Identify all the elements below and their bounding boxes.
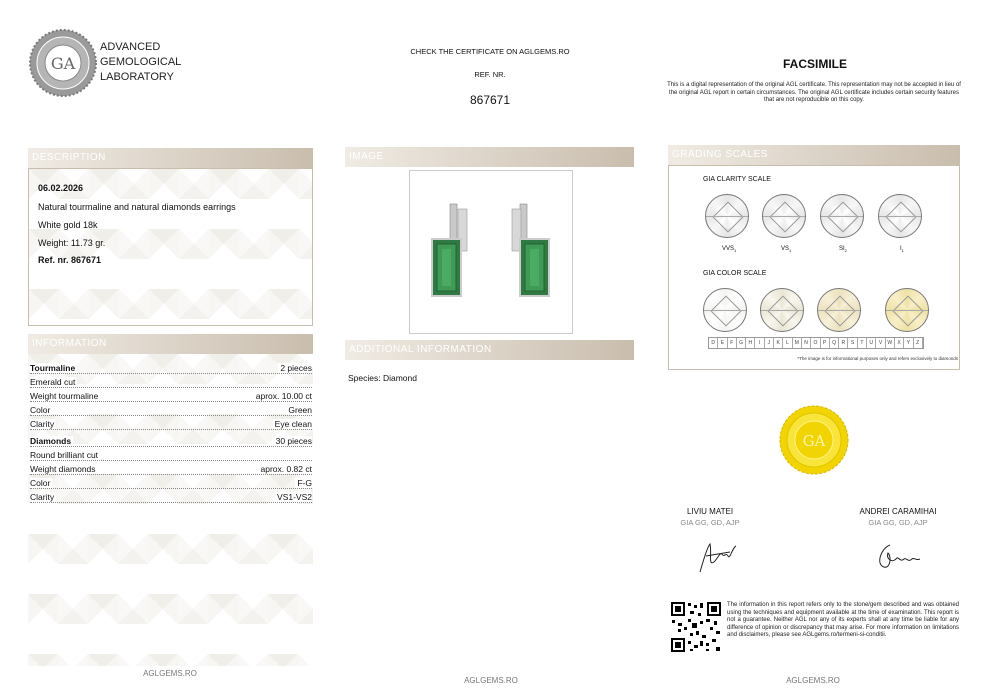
qr-code[interactable] (670, 601, 722, 653)
information-row-value: 30 pieces (275, 436, 312, 446)
information-row (30, 447, 312, 461)
additional-info-header: ADDITIONAL INFORMATION (345, 340, 634, 360)
information-row-label: Emerald cut (30, 377, 76, 387)
information-row (30, 374, 312, 388)
information-row-value: 2 pieces (280, 363, 312, 373)
signer-2-name: ANDREI CARAMIHAI (859, 507, 937, 516)
information-row-label: Tourmaline (30, 363, 76, 373)
check-certificate-text: CHECK THE CERTIFICATE ON AGLGEMS.RO (410, 47, 570, 56)
clarity-label-vs: $VS_1$ (781, 246, 792, 254)
color-letter: W (886, 338, 895, 348)
color-letter: P (821, 338, 830, 348)
description-ref: Ref. nr. 867671 (38, 255, 102, 265)
clarity-label-vvs: $VVS_1$ (722, 246, 737, 254)
clarity-diamond-vs (762, 194, 806, 238)
information-row-label: Diamonds (30, 436, 72, 446)
footer-left-url[interactable]: AGLGEMS.RO (143, 669, 197, 678)
color-letter: H (746, 338, 755, 348)
information-row (30, 360, 312, 374)
color-letter-scale (708, 337, 924, 349)
clarity-scale-title: GIA CLARITY SCALE (703, 176, 771, 183)
gold-seal-icon (779, 405, 849, 475)
product-image (409, 170, 573, 334)
information-row-value: aprox. 10.00 ct (255, 391, 312, 401)
color-diamond-3 (817, 288, 861, 332)
information-header: INFORMATION (28, 334, 313, 354)
grading-scales-header: GRADING SCALES (668, 145, 960, 165)
color-letter: T (858, 338, 867, 348)
clarity-diamond-vvs (705, 194, 749, 238)
lab-name-line-2: GEMOLOGICAL (100, 56, 182, 68)
signer-2-credentials: GIA GG, GD, AJP (868, 518, 928, 527)
grading-scales-box (668, 165, 960, 370)
footer-right-url[interactable]: AGLGEMS.RO (786, 676, 840, 685)
information-row-value: aprox. 0.82 ct (260, 464, 312, 474)
color-letter: Z (914, 338, 923, 348)
color-letter: E (718, 338, 727, 348)
information-row (30, 388, 312, 402)
description-item: Natural tourmaline and natural diamonds earrings (38, 202, 236, 212)
color-letter: O (811, 338, 820, 348)
disclaimer-text: The information in this report refers only to the stone/gem described and was obtained using the techniques and equipment available at the time of examination. This report is not a guarantee. Neither AGL nor any of its experts shall at any time be liable for any difference of opinion or discrepancy that may arise. For more information on limitations and disclaimers, please see AGLgems.ro/termeni-si-conditii. (727, 602, 959, 638)
additional-info-text: Species: Diamond (348, 373, 417, 383)
information-row-value: Green (288, 405, 312, 415)
color-letter: G (737, 338, 746, 348)
facsimile-note: This is a digital representation of the original AGL certificate. This representation may not be accepted in lieu of the original AGL report in certain circumstances. The original AGL certificate includes certain security features that are not reproducible on this copy. (667, 82, 961, 103)
clarity-diamond-i (878, 194, 922, 238)
information-row-label: Round brilliant cut (30, 450, 99, 460)
color-letter: L (783, 338, 792, 348)
color-letter: K (774, 338, 783, 348)
color-scale-title: GIA COLOR SCALE (703, 270, 767, 277)
description-metal: White gold 18k (38, 220, 98, 230)
description-header: DESCRIPTION (28, 148, 313, 168)
information-row (30, 489, 312, 503)
color-letter: R (839, 338, 848, 348)
color-letter: D (709, 338, 718, 348)
information-row-label: Color (30, 478, 51, 488)
information-row-value: VS1-VS2 (277, 492, 312, 502)
ref-number: 867671 (469, 93, 511, 107)
color-letter: F (728, 338, 737, 348)
clarity-label-si: $SI_2$ (839, 246, 847, 254)
facsimile-title: FACSIMILE (782, 57, 847, 71)
color-letter: S (848, 338, 857, 348)
lab-logo-block (28, 28, 228, 100)
color-diamond-1 (703, 288, 747, 332)
information-row-label: Clarity (30, 492, 55, 502)
description-weight: Weight: 11.73 gr. (38, 238, 106, 248)
color-diamond-2 (760, 288, 804, 332)
lab-name-line-3: LABORATORY (100, 71, 174, 83)
grading-note: *The image is for informational purposes only and refers exclusively to diamonds (797, 356, 958, 361)
information-row (30, 433, 312, 447)
lab-seal-icon (28, 28, 98, 98)
information-row-label: Clarity (30, 419, 55, 429)
information-row (30, 461, 312, 475)
information-row-label: Weight diamonds (30, 464, 96, 474)
description-date: 06.02.2026 (38, 183, 84, 193)
information-row-value: Eye clean (274, 419, 312, 429)
color-letter: N (802, 338, 811, 348)
signature-2 (870, 537, 930, 577)
color-letter: J (765, 338, 774, 348)
information-row (30, 475, 312, 489)
color-letter: U (867, 338, 876, 348)
image-header: IMAGE (345, 147, 634, 167)
information-row-label: Color (30, 405, 51, 415)
signature-1 (690, 538, 750, 578)
clarity-label-i: $I_1$ (900, 246, 904, 254)
information-row-value: F-G (297, 478, 312, 488)
information-row (30, 402, 312, 416)
color-letter: Q (830, 338, 839, 348)
information-row-label: Weight tourmaline (30, 391, 99, 401)
earrings-image (410, 171, 572, 333)
color-letter: X (895, 338, 904, 348)
color-diamond-4 (885, 288, 929, 332)
clarity-diamond-si (820, 194, 864, 238)
information-row (30, 416, 312, 430)
description-box (28, 168, 313, 326)
svg-text:GA: GA (802, 432, 826, 450)
color-letter: Y (904, 338, 913, 348)
color-letter: M (793, 338, 802, 348)
footer-center-url[interactable]: AGLGEMS.RO (464, 676, 518, 685)
color-letter: V (876, 338, 885, 348)
signer-1-credentials: GIA GG, GD, AJP (680, 518, 740, 527)
lab-name-line-1: ADVANCED (100, 41, 161, 53)
signer-1-name: LIVIU MATEI (686, 507, 734, 516)
color-letter: I (755, 338, 764, 348)
ref-label: REF. NR. (474, 70, 506, 79)
svg-text:GA: GA (50, 54, 76, 73)
